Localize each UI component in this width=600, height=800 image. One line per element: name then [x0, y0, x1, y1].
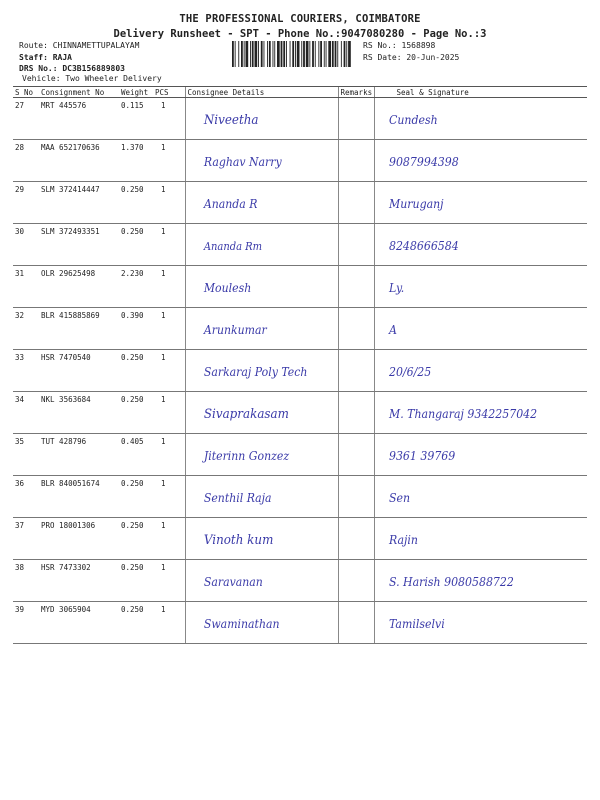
sno-cell: 28	[13, 140, 39, 182]
pcs-cell: 1	[153, 224, 185, 266]
table-row	[13, 392, 587, 434]
sno-cell: 36	[13, 476, 39, 518]
consignee-handwriting: Jiterinn Gonzez	[203, 448, 289, 464]
signature-cell	[374, 602, 587, 644]
sno-cell: 33	[13, 350, 39, 392]
table-row	[13, 476, 587, 518]
consignee-handwriting: Ananda R	[203, 196, 257, 212]
table-row	[13, 518, 587, 560]
rs-no-label: RS No.:	[363, 41, 397, 50]
remarks-cell	[338, 140, 374, 182]
staff-label: Staff:	[19, 53, 48, 62]
signature-handwriting: Cundesh	[388, 112, 438, 128]
remarks-cell	[338, 98, 374, 140]
consignee-cell	[185, 224, 338, 266]
table-row	[13, 140, 587, 182]
signature-cell	[374, 140, 587, 182]
consignee-cell	[185, 560, 338, 602]
remarks-cell	[338, 392, 374, 434]
table-row	[13, 308, 587, 350]
consignee-handwriting: Ananda Rm	[203, 240, 262, 254]
consignment-cell: TUT 428796	[39, 434, 119, 476]
consignee-handwriting: Swaminathan	[203, 616, 280, 632]
delivery-table	[13, 86, 587, 644]
sno-cell: 31	[13, 266, 39, 308]
consignment-cell: HSR 7470540	[39, 350, 119, 392]
signature-handwriting: 9361 39769	[388, 448, 455, 464]
route-label: Route:	[19, 41, 48, 50]
sno-cell: 27	[13, 98, 39, 140]
pcs-cell: 1	[153, 350, 185, 392]
sno-cell: 29	[13, 182, 39, 224]
rs-no-line	[363, 41, 435, 50]
remarks-cell	[338, 602, 374, 644]
vehicle-value: Two Wheeler Delivery	[65, 74, 162, 83]
consignee-handwriting: Vinoth kum	[203, 531, 273, 548]
table-row	[13, 266, 587, 308]
col-sno-header: S No	[13, 87, 39, 98]
drs-label: DRS No.:	[19, 64, 58, 73]
signature-cell	[374, 392, 587, 434]
signature-handwriting: 8248666584	[388, 238, 459, 254]
table-row	[13, 224, 587, 266]
col-remarks-header: Remarks	[338, 87, 374, 98]
barcode-image	[232, 41, 352, 67]
weight-cell: 0.250	[119, 350, 153, 392]
pcs-cell: 1	[153, 266, 185, 308]
table-row	[13, 98, 587, 140]
vehicle-label: Vehicle:	[22, 74, 61, 83]
sno-cell: 39	[13, 602, 39, 644]
weight-cell: 0.250	[119, 518, 153, 560]
col-pcs-header: PCS	[153, 87, 185, 98]
signature-handwriting: Muruganj	[388, 196, 444, 212]
pcs-cell: 1	[153, 434, 185, 476]
sno-cell: 38	[13, 560, 39, 602]
consignee-cell	[185, 98, 338, 140]
rs-date-value: 20-Jun-2025	[406, 53, 460, 62]
table-row	[13, 350, 587, 392]
table-row	[13, 602, 587, 644]
consignee-handwriting: Raghav Narry	[203, 154, 282, 170]
pcs-cell: 1	[153, 308, 185, 350]
weight-cell: 0.250	[119, 476, 153, 518]
col-seal-header: Seal & Signature	[374, 87, 587, 98]
rs-date-label: RS Date:	[363, 53, 402, 62]
drs-line	[19, 64, 125, 73]
sno-cell: 34	[13, 392, 39, 434]
consignment-cell: SLM 372414447	[39, 182, 119, 224]
signature-cell	[374, 308, 587, 350]
sno-cell: 35	[13, 434, 39, 476]
consignment-cell: BLR 415885869	[39, 308, 119, 350]
remarks-cell	[338, 350, 374, 392]
table-header-row	[13, 87, 587, 98]
pcs-cell: 1	[153, 392, 185, 434]
drs-value: DC3B156889803	[62, 64, 125, 73]
consignee-cell	[185, 476, 338, 518]
remarks-cell	[338, 182, 374, 224]
consignee-cell	[185, 518, 338, 560]
consignment-cell: PRO 18001306	[39, 518, 119, 560]
signature-handwriting: 9087994398	[388, 154, 459, 170]
signature-cell	[374, 266, 587, 308]
signature-handwriting: Sen	[388, 490, 410, 506]
consignee-cell	[185, 392, 338, 434]
consignment-cell: SLM 372493351	[39, 224, 119, 266]
signature-handwriting: S. Harish 9080588722	[388, 574, 514, 590]
consignee-handwriting: Saravanan	[203, 574, 263, 590]
remarks-cell	[338, 476, 374, 518]
table-row	[13, 434, 587, 476]
remarks-cell	[338, 560, 374, 602]
pcs-cell: 1	[153, 560, 185, 602]
signature-handwriting: Rajin	[388, 532, 418, 548]
consignment-cell: MYD 3065904	[39, 602, 119, 644]
table-row	[13, 182, 587, 224]
vehicle-line	[22, 74, 162, 83]
pcs-cell: 1	[153, 182, 185, 224]
consignment-cell: HSR 7473302	[39, 560, 119, 602]
sno-cell: 37	[13, 518, 39, 560]
consignee-cell	[185, 182, 338, 224]
company-title: THE PROFESSIONAL COURIERS, COIMBATORE	[179, 13, 421, 25]
weight-cell: 0.250	[119, 602, 153, 644]
signature-cell	[374, 518, 587, 560]
consignment-cell: BLR 840051674	[39, 476, 119, 518]
weight-cell: 0.250	[119, 182, 153, 224]
consignee-cell	[185, 308, 338, 350]
consignment-cell: MAA 652170636	[39, 140, 119, 182]
col-consignee-header: Consignee Details	[185, 87, 338, 98]
pcs-cell: 1	[153, 602, 185, 644]
runsheet-subtitle: Delivery Runsheet - SPT - Phone No.:9047080280 - Page No.:3	[113, 28, 487, 40]
remarks-cell	[338, 266, 374, 308]
route-value: CHINNAMETTUPALAYAM	[52, 41, 140, 50]
consignee-cell	[185, 350, 338, 392]
weight-cell: 0.390	[119, 308, 153, 350]
pcs-cell: 1	[153, 518, 185, 560]
remarks-cell	[338, 224, 374, 266]
staff-line	[19, 53, 72, 62]
consignment-cell: MRT 445576	[39, 98, 119, 140]
signature-cell	[374, 560, 587, 602]
rs-date-line	[363, 53, 459, 62]
weight-cell: 0.250	[119, 392, 153, 434]
consignment-cell: OLR 29625498	[39, 266, 119, 308]
sno-cell: 30	[13, 224, 39, 266]
signature-handwriting: 20/6/25	[388, 364, 431, 380]
consignee-cell	[185, 434, 338, 476]
staff-value: RAJA	[52, 53, 72, 62]
consignee-cell	[185, 140, 338, 182]
consignee-cell	[185, 266, 338, 308]
signature-cell	[374, 98, 587, 140]
col-consignment-header: Consignment No	[39, 87, 119, 98]
signature-handwriting: A	[388, 322, 397, 338]
remarks-cell	[338, 434, 374, 476]
signature-cell	[374, 476, 587, 518]
weight-cell: 0.250	[119, 560, 153, 602]
sno-cell: 32	[13, 308, 39, 350]
signature-handwriting: Ly.	[388, 280, 404, 296]
consignee-handwriting: Moulesh	[203, 280, 251, 296]
consignee-cell	[185, 602, 338, 644]
consignee-handwriting: Sarkaraj Poly Tech	[203, 364, 307, 380]
remarks-cell	[338, 518, 374, 560]
pcs-cell: 1	[153, 140, 185, 182]
route-line	[19, 41, 139, 50]
weight-cell: 2.230	[119, 266, 153, 308]
signature-cell	[374, 434, 587, 476]
table-row	[13, 560, 587, 602]
signature-cell	[374, 224, 587, 266]
signature-handwriting: Tamilselvi	[388, 616, 445, 632]
rs-no-value: 1568898	[401, 41, 436, 50]
weight-cell: 1.370	[119, 140, 153, 182]
signature-cell	[374, 182, 587, 224]
pcs-cell: 1	[153, 476, 185, 518]
consignee-handwriting: Arunkumar	[203, 322, 267, 338]
consignee-handwriting: Niveetha	[203, 111, 259, 128]
col-weight-header: Weight	[119, 87, 153, 98]
consignee-handwriting: Senthil Raja	[203, 490, 272, 506]
weight-cell: 0.250	[119, 224, 153, 266]
signature-cell	[374, 350, 587, 392]
consignee-handwriting: Sivaprakasam	[203, 405, 289, 422]
weight-cell: 0.405	[119, 434, 153, 476]
signature-handwriting: M. Thangaraj 9342257042	[388, 406, 537, 422]
consignment-cell: NKL 3563684	[39, 392, 119, 434]
weight-cell: 0.115	[119, 98, 153, 140]
remarks-cell	[338, 308, 374, 350]
pcs-cell: 1	[153, 98, 185, 140]
